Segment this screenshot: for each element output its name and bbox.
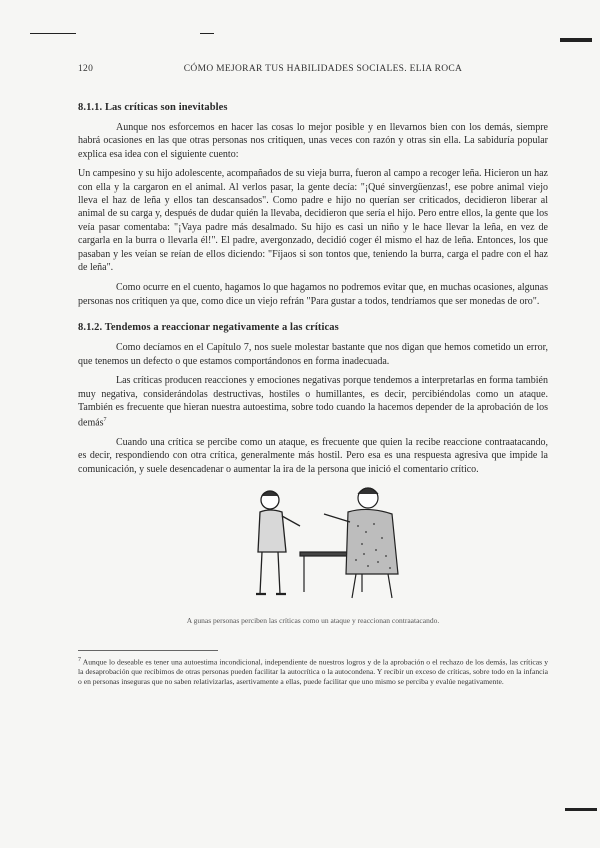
left-person-figure: [256, 491, 300, 594]
section-heading-2: 8.1.2. Tendemos a reaccionar negativamente a las críticas: [78, 322, 339, 334]
footnote: [78, 655, 548, 688]
story-paragraph: Un campesino y su hijo adolescente, acompañados de su vieja burra, fueron al campo a recoger leña. Hicieron un haz con ella y la cargaron en el animal. Al verlos pasar, la gente decía: "¡Qué sinvergüenzas!, ese pobre animal viejo lleva el haz de leña y ellos tan descansados". Como padre e hijo no querían ser criticados, decidieron liberar al animal de su carga y, después de dudar quién la llevaba, decidieron que sería el hijo. Pero entre ellos, la gente que los veía pasar comentaba: "¡Vaya padre más desalmado. Su hijo es casi un niño y le hace llevar la leña, en vez de cargarla en la burra o llevarla él!". El padre, avergonzado, decidió coger él mismo el haz de leña. Entonces, los que pasaban y les veían se reían de ellos diciendo: "Fíjaos si son tontos que, teniendo la burra, carga el padre con el haz de leña".: [78, 168, 548, 274]
scan-mark-bottom-right: [565, 808, 597, 811]
paragraph: Como decíamos en el Capítulo 7, nos suele molestar bastante que nos digan que hemos cometido un error, que tenemos un defecto o que estamos comportándonos en forma inadecuada.: [78, 342, 548, 367]
footnote-mark: 7: [78, 656, 81, 663]
right-person-figure: [324, 488, 398, 598]
paragraph: Aunque nos esforcemos en hacer las cosas lo mejor posible y en llevarnos bien con los demás, siempre habrá ocasiones en las que otras personas nos critiquen, unas veces con razón y otras sin ella. La sabiduría popular explica esa idea con el siguiente cuento:: [78, 122, 548, 160]
paragraph: Como ocurre en el cuento, hagamos lo que hagamos no podremos evitar que, en muchas ocasiones, algunas personas nos critiquen ya que, como dice un viejo refrán "Para gustar a todos, tendríamos que ser monedas de oro".: [78, 282, 548, 307]
footnote-divider: [78, 650, 218, 651]
book-page: [78, 64, 548, 687]
footnote-ref: 7: [103, 417, 107, 424]
running-title: CÓMO MEJORAR TUS HABILIDADES SOCIALES. ELIA ROCA: [183, 64, 463, 74]
scan-mark-top-mid: [200, 33, 214, 34]
paragraph: Cuando una crítica se percibe como un ataque, es frecuente que quien la recibe reaccione contraatacando, es decir, respondiendo con otra crítica, generalmente más hostil. Pero esa es una respuesta agresiva que impide la comunicación, y suele desencadenar o aumentar la ira de la persona que inició el comentario crítico.: [78, 437, 548, 475]
running-header: [78, 64, 548, 74]
arguing-people-illustration: [248, 482, 418, 604]
paragraph: [78, 374, 548, 430]
figure-caption: A gunas personas perciben las críticas como un ataque y reaccionan contraatacando.: [186, 616, 440, 626]
page-number: 120: [78, 64, 94, 74]
scan-mark-top-right: [560, 38, 592, 42]
footnote-text: Aunque lo deseable es tener una autoestima incondicional, independiente de nuestros logros y de la aprobación o el rechazo de los demás, las críticas y la desaprobación que recibimos de otras personas pueden facilitar la autocrítica o la autocondena. Y recibir un exceso de críticas, sobre todo en la infancia o en personas inseguras que no saben relativizarlas, asertivamente a ellas, puede facilitar que uno mismo se perciba y evalúe negativamente.: [78, 657, 548, 687]
scan-mark-top-left: [30, 33, 76, 34]
paragraph-text: Las críticas producen reacciones y emociones negativas porque tendemos a interpretarlas en forma también muy negativa, considerándolas destructivas, hostiles o humillantes, es decir, percibiéndolas como un ataque. También es frecuente que hieran nuestra autoestima, sobre todo cuando la hacemos depender de la aprobación de los demás: [78, 375, 548, 429]
illustration: [78, 482, 548, 612]
section-heading-1: 8.1.1. Las críticas son inevitables: [78, 102, 228, 113]
